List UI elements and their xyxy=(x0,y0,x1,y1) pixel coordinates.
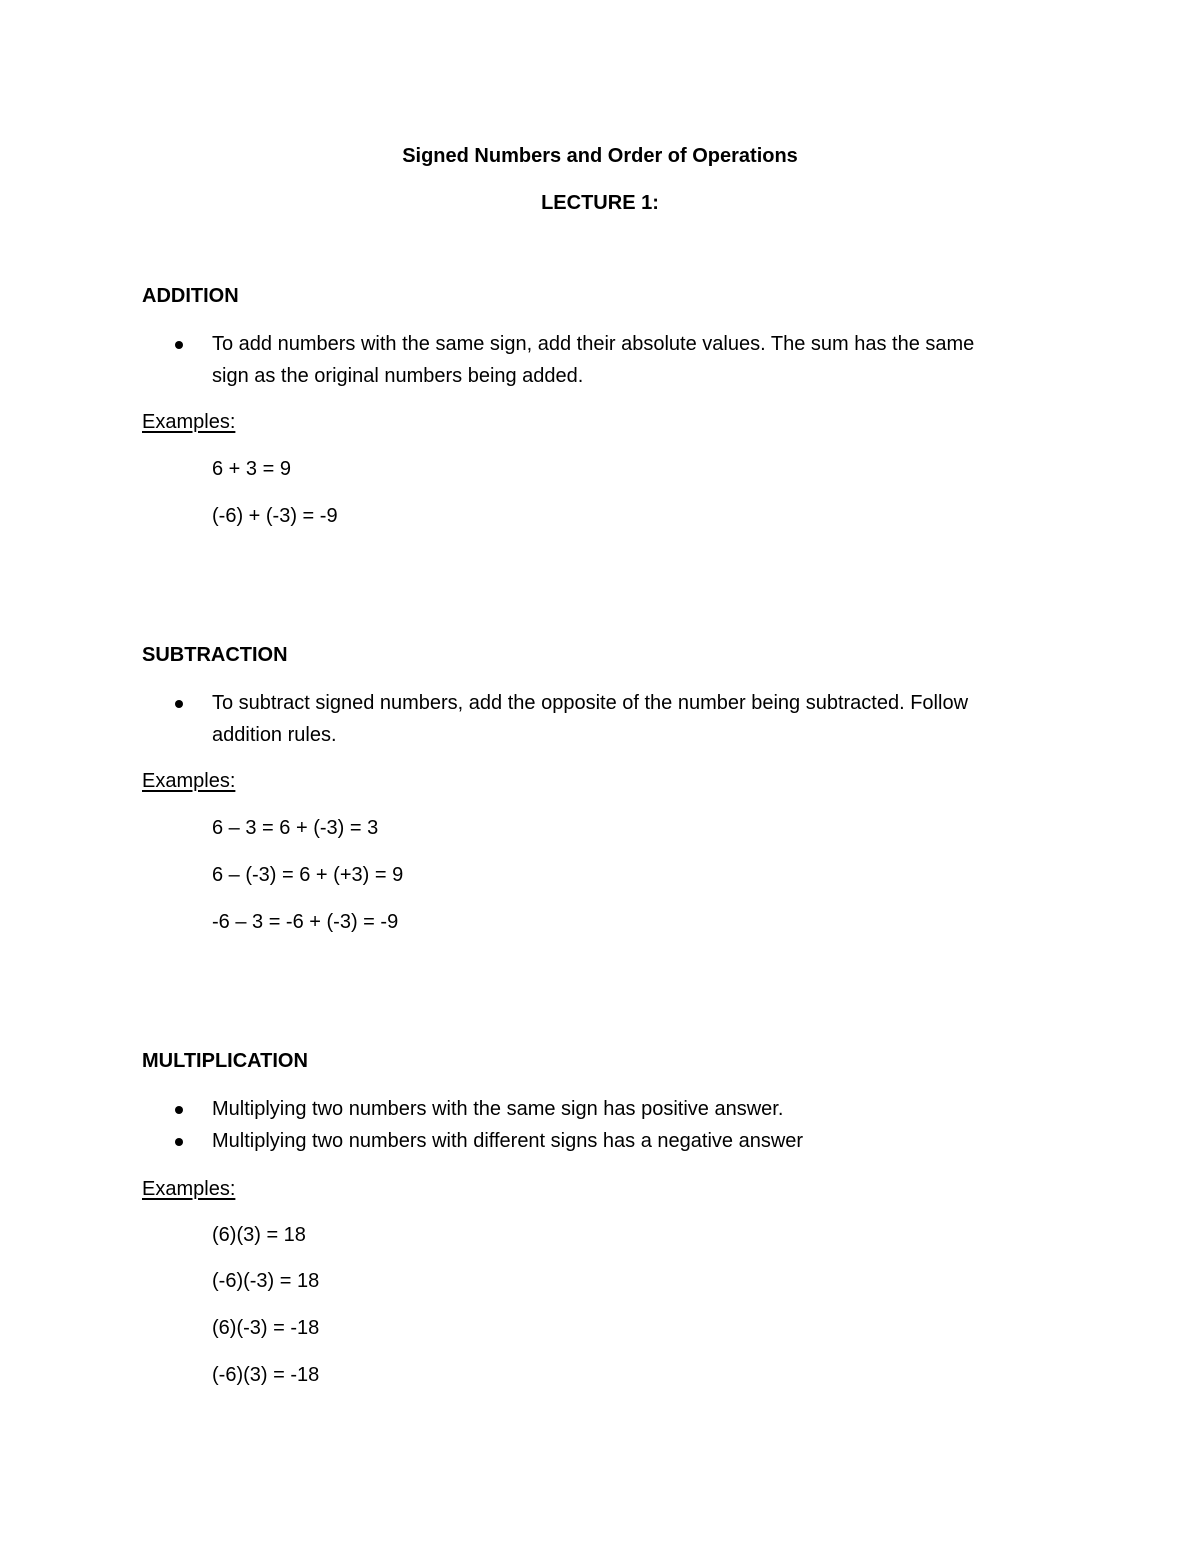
addition-examples-label: Examples: xyxy=(142,411,236,433)
multiplication-examples-label: Examples: xyxy=(142,1178,236,1200)
document-title: Signed Numbers and Order of Operations xyxy=(402,145,798,167)
addition-heading: ADDITION xyxy=(142,285,239,307)
multiplication-rule-2: Multiplying two numbers with different signs has a negative answer xyxy=(212,1130,804,1152)
addition-rule-line-2: sign as the original numbers being added. xyxy=(212,365,584,387)
multiplication-rule-1: Multiplying two numbers with the same sign has positive answer. xyxy=(212,1098,784,1120)
multiplication-example-4: (-6)(3) = -18 xyxy=(212,1364,320,1386)
bullet-icon xyxy=(175,1106,183,1114)
subtraction-examples-label: Examples: xyxy=(142,770,236,792)
subtraction-example-2: 6 – (-3) = 6 + (+3) = 9 xyxy=(212,864,404,886)
addition-rule xyxy=(212,328,974,392)
bullet-icon xyxy=(175,1138,183,1146)
multiplication-example-1: (6)(3) = 18 xyxy=(212,1224,306,1246)
multiplication-heading: MULTIPLICATION xyxy=(142,1050,308,1072)
bullet-icon xyxy=(175,341,183,349)
addition-example-1: 6 + 3 = 9 xyxy=(212,458,291,480)
bullet-icon xyxy=(175,700,183,708)
subtraction-rule-line-1: To subtract signed numbers, add the opposite of the number being subtracted. Follow xyxy=(212,692,969,714)
lecture-subtitle: LECTURE 1: xyxy=(541,192,659,214)
multiplication-example-2: (-6)(-3) = 18 xyxy=(212,1270,320,1292)
subtraction-heading: SUBTRACTION xyxy=(142,644,288,666)
addition-example-2: (-6) + (-3) = -9 xyxy=(212,505,338,527)
multiplication-example-3: (6)(-3) = -18 xyxy=(212,1317,320,1339)
subtraction-rule xyxy=(212,687,968,751)
addition-rule-line-1: To add numbers with the same sign, add their absolute values. The sum has the same xyxy=(212,333,975,355)
subtraction-rule-line-2: addition rules. xyxy=(212,724,337,746)
subtraction-example-1: 6 – 3 = 6 + (-3) = 3 xyxy=(212,817,379,839)
subtraction-example-3: -6 – 3 = -6 + (-3) = -9 xyxy=(212,911,399,933)
